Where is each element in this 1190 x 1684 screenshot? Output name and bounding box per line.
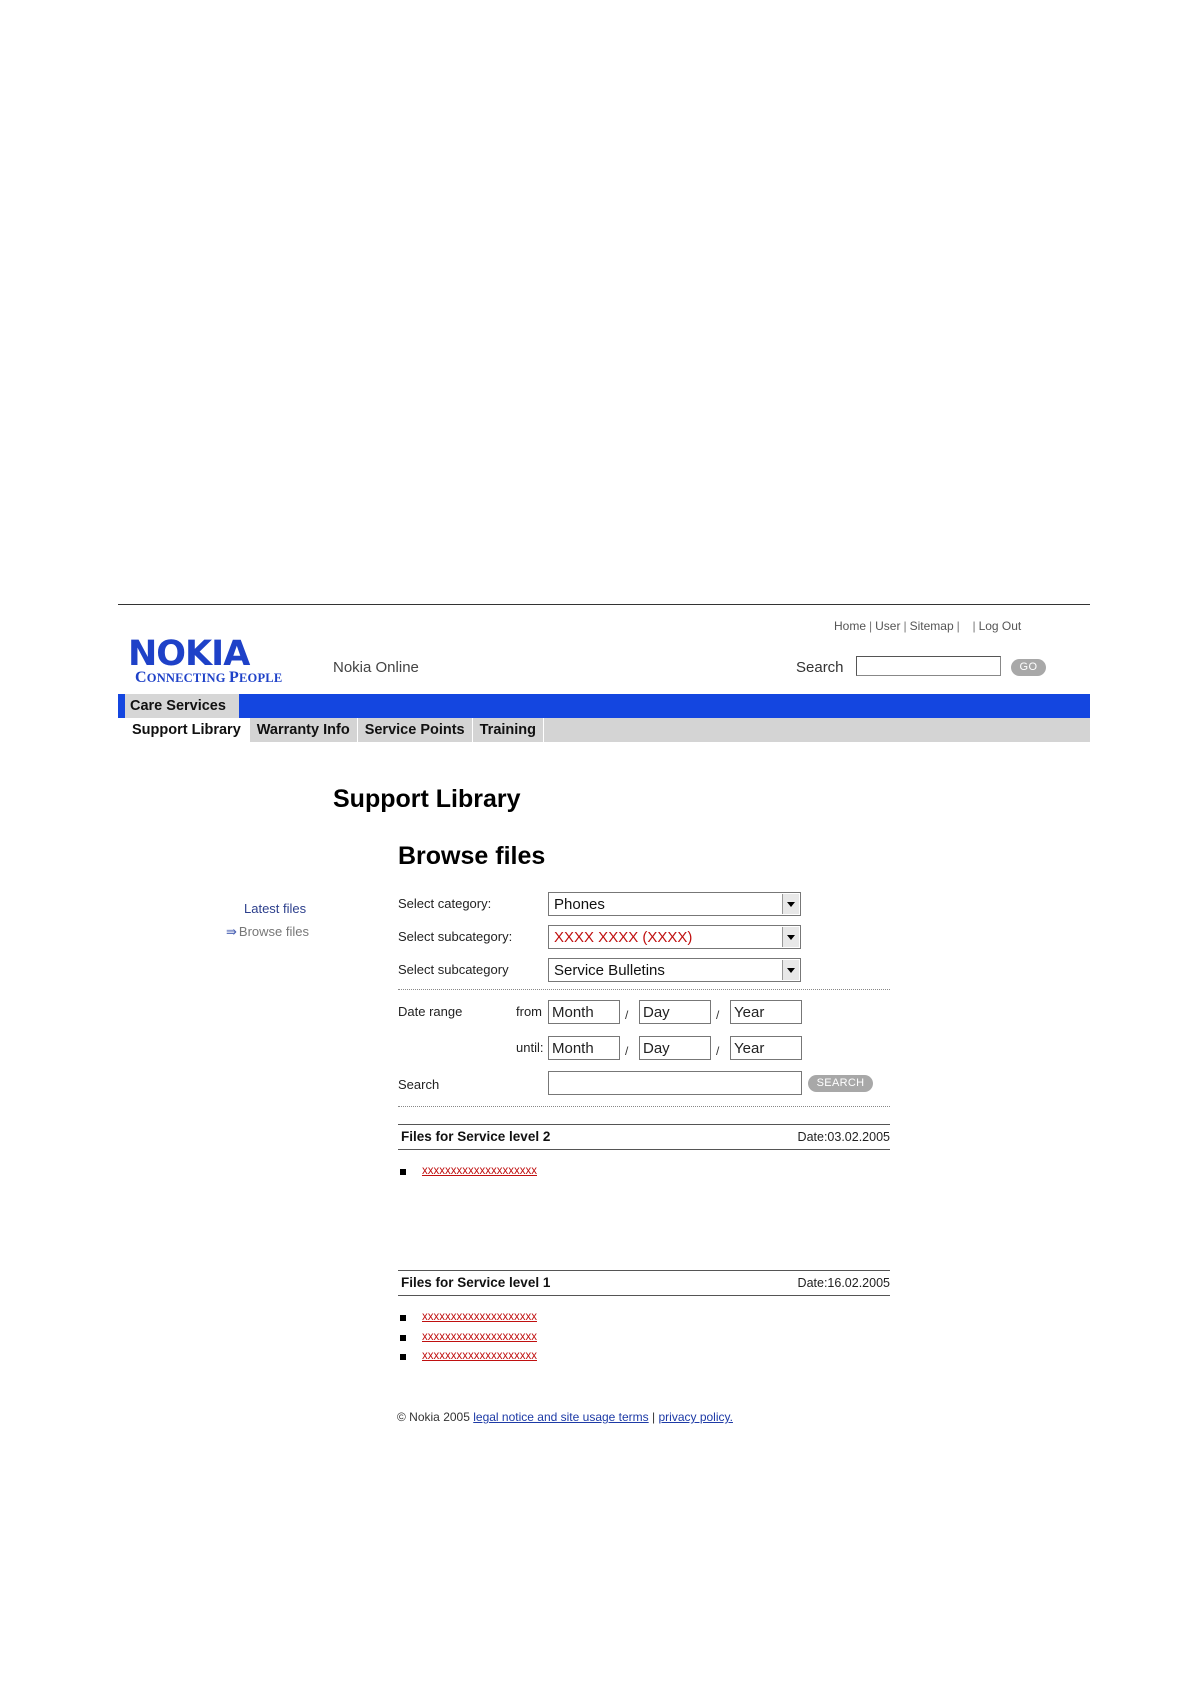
- dotted-divider: [398, 1106, 890, 1107]
- sitemap-link[interactable]: Sitemap: [909, 619, 954, 633]
- file-list-level-1: [398, 1311, 537, 1370]
- sidebar-item-latest-files[interactable]: Latest files: [244, 901, 307, 916]
- sidebar-item-browse-files[interactable]: ⇛ Browse files: [226, 924, 309, 939]
- arrow-right-icon: ⇛: [226, 924, 237, 939]
- date-separator: /: [716, 1008, 720, 1022]
- file-link[interactable]: xxxxxxxxxxxxxxxxxxxx: [398, 1350, 537, 1370]
- section-title: Browse files: [398, 842, 546, 870]
- group-header-level-1: Files for Service level 1 Date:16.02.2005: [398, 1270, 890, 1296]
- file-list-level-2: [398, 1165, 537, 1185]
- from-day-input[interactable]: [639, 1000, 711, 1024]
- copyright: © Nokia 2005: [397, 1410, 470, 1424]
- footer: [397, 1410, 733, 1424]
- subcategory-type-label: Select subcategory: [398, 962, 509, 977]
- from-year-input[interactable]: [730, 1000, 802, 1024]
- subnav: [118, 718, 544, 742]
- category-label: Select category:: [398, 896, 492, 911]
- search-button[interactable]: SEARCH: [808, 1075, 873, 1092]
- go-button[interactable]: GO: [1011, 659, 1046, 676]
- file-link[interactable]: xxxxxxxxxxxxxxxxxxxx: [398, 1331, 537, 1351]
- until-year-input[interactable]: [730, 1036, 802, 1060]
- from-month-input[interactable]: [548, 1000, 620, 1024]
- site-title: Nokia Online: [333, 659, 419, 676]
- section-bar: [118, 694, 1090, 718]
- date-separator: /: [625, 1008, 629, 1022]
- header-search-label: Search: [796, 659, 844, 676]
- subcategory-type-select[interactable]: Service Bulletins: [548, 958, 801, 982]
- from-label: from: [516, 1004, 542, 1019]
- logo-wordmark: NOKIA: [128, 634, 250, 674]
- legal-notice-link[interactable]: legal notice and site usage terms: [473, 1410, 649, 1424]
- dotted-divider: [398, 989, 890, 990]
- nokia-logo[interactable]: [128, 636, 288, 688]
- until-month-input[interactable]: [548, 1036, 620, 1060]
- footer-separator: |: [652, 1410, 656, 1424]
- file-link[interactable]: xxxxxxxxxxxxxxxxxxxx: [398, 1311, 537, 1331]
- subcategory-label: Select subcategory:: [398, 929, 513, 944]
- subcategory-select[interactable]: XXXX XXXX (XXXX): [548, 925, 801, 949]
- search-input[interactable]: [548, 1071, 802, 1095]
- header-search-input[interactable]: [856, 656, 1001, 676]
- group-header-level-2: Files for Service level 2 Date:03.02.2005: [398, 1124, 890, 1150]
- date-range-label: Date range: [398, 1004, 463, 1019]
- chevron-down-icon[interactable]: [782, 927, 799, 947]
- utility-links: Home | User | Sitemap | | Log Out: [834, 619, 1022, 633]
- chevron-down-icon[interactable]: [782, 960, 799, 980]
- logout-link[interactable]: Log Out: [978, 619, 1022, 633]
- tab-care-services[interactable]: Care Services: [118, 694, 239, 718]
- until-day-input[interactable]: [639, 1036, 711, 1060]
- top-divider: [118, 604, 1090, 605]
- tab-warranty-info[interactable]: Warranty Info: [250, 718, 358, 742]
- until-label: until:: [516, 1040, 544, 1055]
- tab-support-library[interactable]: Support Library: [118, 718, 250, 742]
- file-link[interactable]: xxxxxxxxxxxxxxxxxxxx: [398, 1165, 537, 1185]
- privacy-policy-link[interactable]: privacy policy.: [658, 1410, 733, 1424]
- date-separator: /: [625, 1044, 629, 1058]
- category-select[interactable]: Phones: [548, 892, 801, 916]
- tab-training[interactable]: Training: [473, 718, 544, 742]
- search-label: Search: [398, 1077, 440, 1092]
- home-link[interactable]: Home: [834, 619, 867, 633]
- user-link[interactable]: User: [875, 619, 901, 633]
- date-separator: /: [716, 1044, 720, 1058]
- tab-service-points[interactable]: Service Points: [358, 718, 473, 742]
- logo-tagline: CONNECTING PEOPLE: [135, 669, 283, 686]
- chevron-down-icon[interactable]: [782, 894, 799, 914]
- page-title: Support Library: [333, 785, 521, 813]
